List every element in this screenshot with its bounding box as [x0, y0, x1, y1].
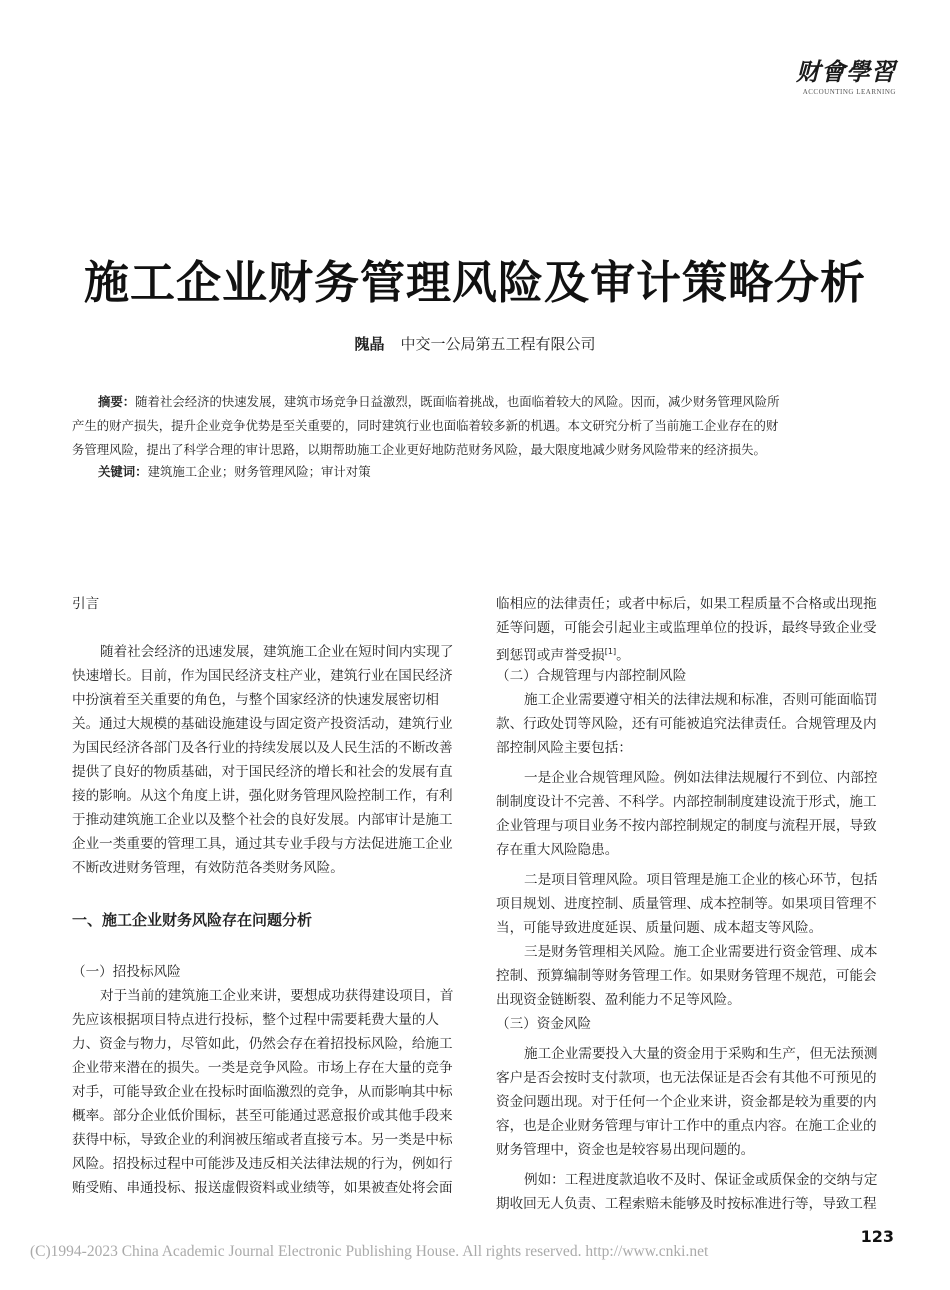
body-text-line: 客户是否会按时支付款项，也无法保证是否会有其他不可预见的	[496, 1070, 877, 1086]
keywords-text: 建筑施工企业；财务管理风险；审计对策	[147, 464, 371, 479]
body-text-line: 随着社会经济的迅速发展，建筑施工企业在短时间内实现了	[100, 644, 454, 660]
body-text-line: 施工企业需要投入大量的资金用于采购和生产，但无法预测	[524, 1046, 878, 1062]
body-text-line: 三是财务管理相关风险。施工企业需要进行资金管理、成本	[524, 944, 878, 960]
body-text-line: 二是项目管理风险。项目管理是施工企业的核心环节，包括	[524, 872, 878, 888]
body-text-line: 获得中标，导致企业的利润被压缩或者直接亏本。另一类是中标	[72, 1132, 453, 1148]
body-text-line: 风险。招投标过程中可能涉及违反相关法律法规的行为，例如行	[72, 1156, 453, 1172]
body-text-line: 容，也是企业财务管理与审计工作中的重点内容。在施工企业的	[496, 1118, 877, 1134]
section-heading: 一、施工企业财务风险存在问题分析	[72, 911, 313, 929]
body-text-line: 部控制风险主要包括：	[496, 740, 632, 756]
body-text-line: 期收回无人负责、工程索赔未能够及时按标准进行等，导致工程	[496, 1196, 877, 1212]
body-text-line: 先应该根据项目特点进行投标，整个过程中需要耗费大量的人	[72, 1012, 440, 1028]
body-text-line: 款、行政处罚等风险，还有可能被追究法律责任。合规管理及内	[496, 716, 877, 732]
body-text-line: 延等问题，可能会引起业主或监理单位的投诉，最终导致企业受	[496, 620, 877, 636]
abstract-line	[72, 390, 884, 414]
body-text-line: 提供了良好的物质基础，对于国民经济的增长和社会的发展有直	[72, 764, 453, 780]
body-text-line: 为国民经济各部门及各行业的持续发展以及人民生活的不断改善	[72, 740, 453, 756]
author-line	[0, 333, 950, 354]
body-text-line: 力、资金与物力，尽管如此，仍然会存在着招投标风险，给施工	[72, 1036, 453, 1052]
body-text-line: 企业管理与项目业务不按内部控制规定的制度与流程开展，导致	[496, 818, 877, 834]
section-heading: （一）招投标风险	[72, 964, 181, 980]
body-text-line: 不断改进财务管理，有效防范各类财务风险。	[72, 860, 344, 876]
body-text-line: 项目规划、进度控制、质量管理、成本控制等。如果项目管理不	[496, 896, 877, 912]
body-text-line: 对手，可能导致企业在投标时面临激烈的竞争，从而影响其中标	[72, 1084, 453, 1100]
punctuation: 。	[616, 647, 630, 664]
body-text-line: 出现资金链断裂、盈利能力不足等风险。	[496, 992, 741, 1008]
body-text-line: 控制、预算编制等财务管理工作。如果财务管理不规范，可能会	[496, 968, 877, 984]
body-text-line: 关。通过大规模的基础设施建设与固定资产投资活动，建筑行业	[72, 716, 453, 732]
body-text-line: 存在重大风险隐患。	[496, 842, 619, 858]
body-text-line: 施工企业需要遵守相关的法律法规和标准，否则可能面临罚	[524, 692, 878, 708]
body-text-line: 临相应的法律责任；或者中标后，如果工程质量不合格或出现拖	[496, 596, 877, 612]
journal-logo	[796, 52, 896, 96]
abstract-line: 务管理风险，提出了科学合理的审计思路，以期帮助施工企业更好地防范财务风险，最大限度地减少财务风险带来的经济损失。	[72, 442, 766, 457]
copyright-footer: (C)1994-2023 China Academic Journal Electronic Publishing House. All rights reserved. http://www.cnki.net	[30, 1243, 709, 1260]
section-heading: （三）资金风险	[496, 1016, 592, 1032]
body-text-line: 概率。部分企业低价围标，甚至可能通过恶意报价或其他手段来	[72, 1108, 453, 1124]
section-heading: 引言	[72, 596, 100, 612]
body-text-line: 例如：工程进度款追收不及时、保证金或质保金的交纳与定	[524, 1172, 878, 1188]
body-text-line: 企业带来潜在的损失。一类是竞争风险。市场上存在大量的竞争	[72, 1060, 453, 1076]
page-number: 123	[860, 1227, 894, 1246]
body-text-line: 快速增长。目前，作为国民经济支柱产业，建筑行业在国民经济	[72, 668, 453, 684]
article-title: 施工企业财务管理风险及审计策略分析	[83, 256, 866, 309]
body-text-line: 一是企业合规管理风险。例如法律法规履行不到位、内部控	[524, 770, 878, 786]
body-text-line: 到惩罚或声誉受损[1]。	[496, 647, 630, 664]
body-text-line: 贿受贿、串通投标、报送虚假资料或业绩等，如果被查处将会面	[72, 1180, 453, 1196]
body-text-line: 财务管理中，资金也是较容易出现问题的。	[496, 1142, 755, 1158]
body-text-line: 企业一类重要的管理工具，通过其专业手段与方法促进施工企业	[72, 836, 453, 852]
body-text-line: 当，可能导致进度延误、质量问题、成本超支等风险。	[496, 920, 823, 936]
author-name: 隗晶	[354, 335, 385, 353]
body-text-line: 对于当前的建筑施工企业来讲，要想成功获得建设项目，首	[100, 988, 454, 1004]
abstract-text: 随着社会经济的快速发展，建筑市场竞争日益激烈，既面临着挑战，也面临着较大的风险。因而，减少财务管理风险所	[135, 394, 780, 409]
keywords-label: 关键词：	[98, 464, 148, 479]
section-heading: （二）合规管理与内部控制风险	[496, 668, 687, 684]
keywords	[98, 462, 371, 480]
journal-logo-title: 财會學習	[796, 58, 896, 86]
body-text-line: 于推动建筑施工企业以及整个社会的良好发展。内部审计是施工	[72, 812, 453, 828]
author-affiliation: 中交一公局第五工程有限公司	[400, 335, 596, 353]
journal-logo-subtitle: ACCOUNTING LEARNING	[802, 88, 896, 96]
abstract-label: 摘要：	[98, 394, 136, 409]
body-text-line: 中扮演着至关重要的角色，与整个国家经济的快速发展密切相	[72, 692, 440, 708]
abstract	[72, 390, 884, 462]
body-text-line: 接的影响。从这个角度上讲，强化财务管理风险控制工作，有利	[72, 788, 453, 804]
abstract-line: 产生的财产损失，提升企业竞争优势是至关重要的，同时建筑行业也面临着较多新的机遇。本文研究分析了当前施工企业存在的财	[72, 418, 779, 433]
body-text-line: 制制度设计不完善、不科学。内部控制制度建设流于形式，施工	[496, 794, 877, 810]
citation-superscript: [1]	[604, 647, 617, 656]
body-text-line: 资金问题出现。对于任何一个企业来讲，资金都是较为重要的内	[496, 1094, 877, 1110]
